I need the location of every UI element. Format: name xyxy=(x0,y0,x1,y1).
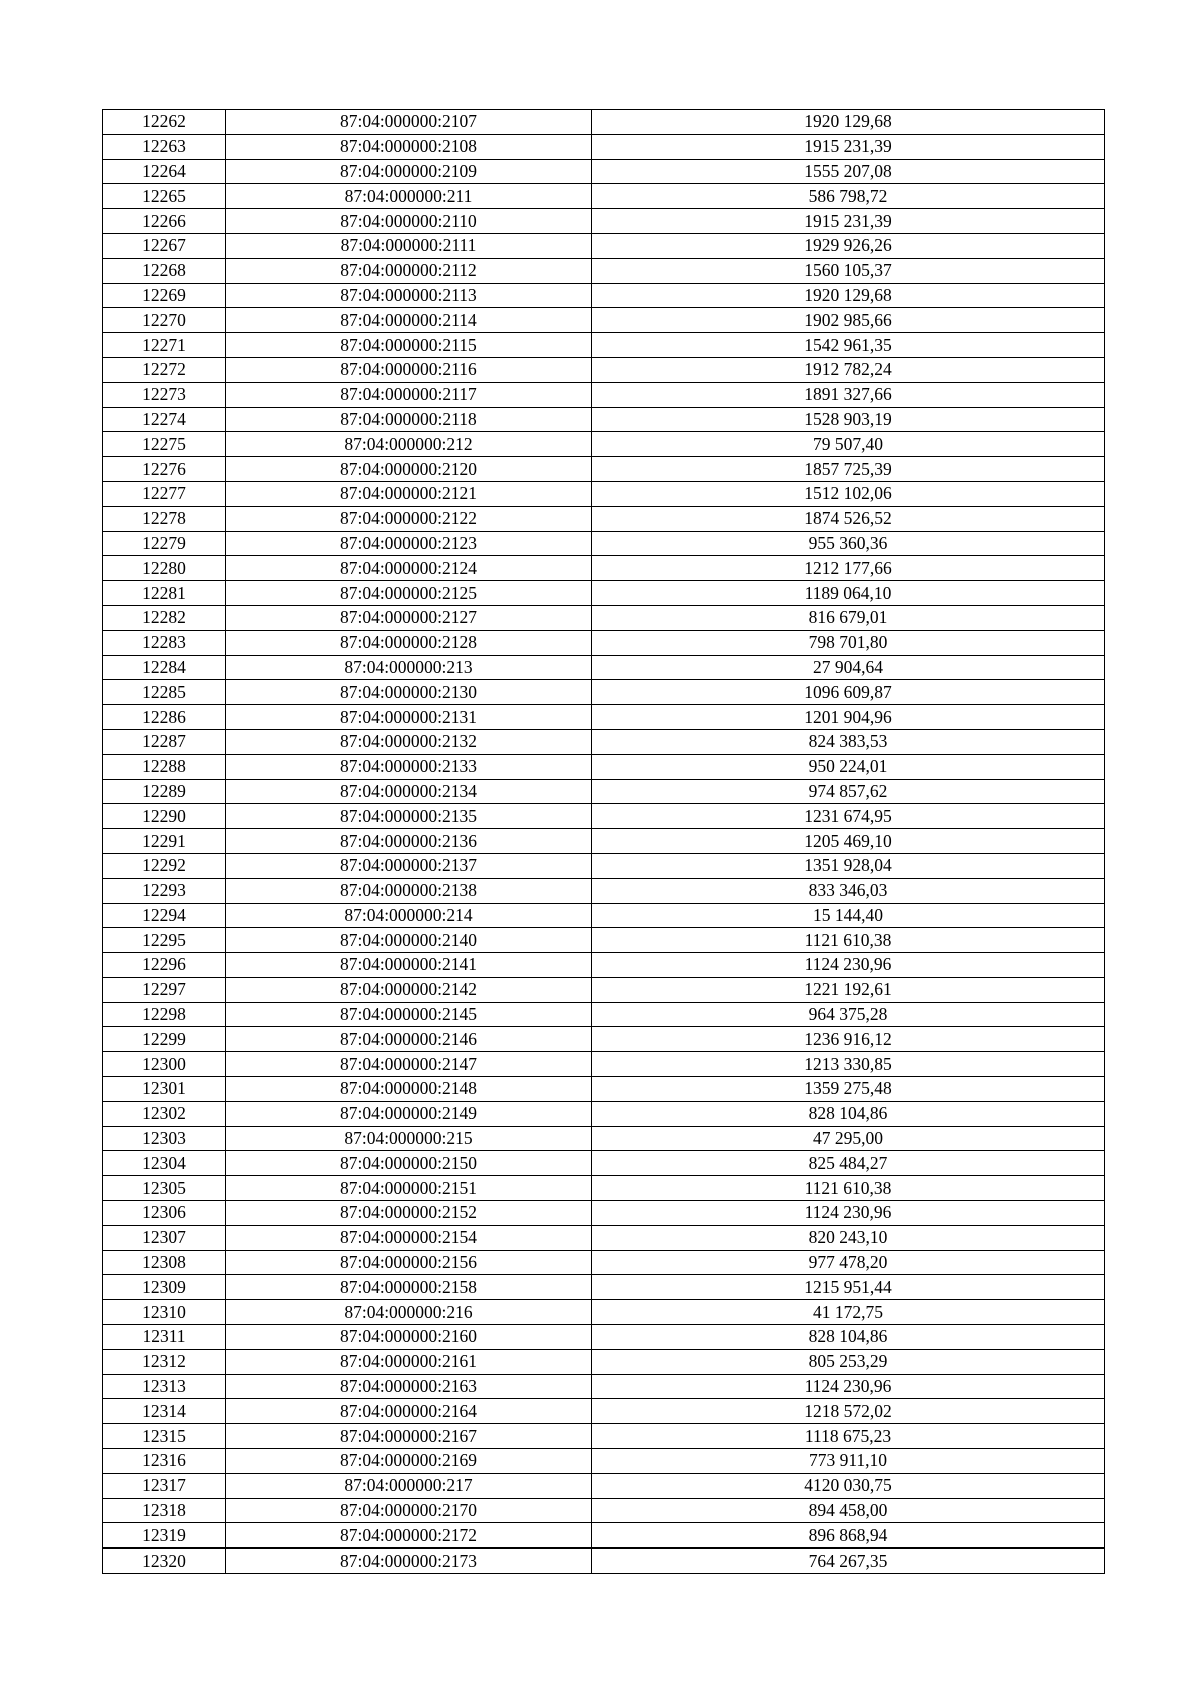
row-number-cell: 12275 xyxy=(103,432,226,457)
table-row xyxy=(103,1126,1105,1151)
cadastral-value-cell: 1915 231,39 xyxy=(592,209,1105,234)
row-number-cell: 12305 xyxy=(103,1176,226,1201)
row-number-cell: 12282 xyxy=(103,605,226,630)
table-row xyxy=(103,308,1105,333)
table-row xyxy=(103,1225,1105,1250)
cadastral-value-table xyxy=(102,109,1105,1574)
cadastral-value-cell: 974 857,62 xyxy=(592,779,1105,804)
row-number-cell: 12268 xyxy=(103,258,226,283)
table-row xyxy=(103,1250,1105,1275)
cadastral-number-cell: 87:04:000000:2145 xyxy=(226,1002,592,1027)
table-row xyxy=(103,556,1105,581)
table-row xyxy=(103,1151,1105,1176)
cadastral-number-cell: 87:04:000000:2152 xyxy=(226,1201,592,1226)
table-row xyxy=(103,357,1105,382)
cadastral-number-cell: 87:04:000000:2163 xyxy=(226,1374,592,1399)
cadastral-value-cell: 1912 782,24 xyxy=(592,357,1105,382)
row-number-cell: 12263 xyxy=(103,134,226,159)
row-number-cell: 12283 xyxy=(103,630,226,655)
cadastral-value-cell: 1920 129,68 xyxy=(592,110,1105,135)
cadastral-value-cell: 1236 916,12 xyxy=(592,1027,1105,1052)
cadastral-number-cell: 87:04:000000:2150 xyxy=(226,1151,592,1176)
table-row xyxy=(103,1101,1105,1126)
table-row xyxy=(103,134,1105,159)
cadastral-number-cell: 87:04:000000:2124 xyxy=(226,556,592,581)
cadastral-value-cell: 1213 330,85 xyxy=(592,1052,1105,1077)
row-number-cell: 12288 xyxy=(103,754,226,779)
cadastral-value-cell: 1096 609,87 xyxy=(592,680,1105,705)
row-number-cell: 12295 xyxy=(103,928,226,953)
cadastral-number-cell: 87:04:000000:2138 xyxy=(226,878,592,903)
cadastral-value-cell: 894 458,00 xyxy=(592,1498,1105,1523)
row-number-cell: 12262 xyxy=(103,110,226,135)
cadastral-number-cell: 87:04:000000:2136 xyxy=(226,829,592,854)
row-number-cell: 12308 xyxy=(103,1250,226,1275)
cadastral-number-cell: 87:04:000000:2120 xyxy=(226,457,592,482)
cadastral-value-cell: 1231 674,95 xyxy=(592,804,1105,829)
cadastral-number-cell: 87:04:000000:2122 xyxy=(226,506,592,531)
row-number-cell: 12269 xyxy=(103,283,226,308)
row-number-cell: 12271 xyxy=(103,333,226,358)
cadastral-number-cell: 87:04:000000:2116 xyxy=(226,357,592,382)
table-row xyxy=(103,382,1105,407)
cadastral-value-cell: 1857 725,39 xyxy=(592,457,1105,482)
cadastral-value-cell: 1920 129,68 xyxy=(592,283,1105,308)
cadastral-number-cell: 87:04:000000:2161 xyxy=(226,1349,592,1374)
table-row xyxy=(103,283,1105,308)
cadastral-number-cell: 87:04:000000:2149 xyxy=(226,1101,592,1126)
row-number-cell: 12310 xyxy=(103,1300,226,1325)
row-number-cell: 12272 xyxy=(103,357,226,382)
cadastral-number-cell: 87:04:000000:2142 xyxy=(226,977,592,1002)
row-number-cell: 12274 xyxy=(103,407,226,432)
cadastral-value-cell: 1351 928,04 xyxy=(592,853,1105,878)
cadastral-value-cell: 1929 926,26 xyxy=(592,233,1105,258)
row-number-cell: 12265 xyxy=(103,184,226,209)
table-row xyxy=(103,407,1105,432)
cadastral-value-cell: 824 383,53 xyxy=(592,729,1105,754)
cadastral-number-cell: 87:04:000000:2132 xyxy=(226,729,592,754)
cadastral-number-cell: 87:04:000000:212 xyxy=(226,432,592,457)
cadastral-number-cell: 87:04:000000:2113 xyxy=(226,283,592,308)
cadastral-number-cell: 87:04:000000:2140 xyxy=(226,928,592,953)
table-row xyxy=(103,209,1105,234)
cadastral-number-cell: 87:04:000000:2110 xyxy=(226,209,592,234)
row-number-cell: 12299 xyxy=(103,1027,226,1052)
cadastral-number-cell: 87:04:000000:2115 xyxy=(226,333,592,358)
cadastral-value-cell: 828 104,86 xyxy=(592,1325,1105,1350)
table-row xyxy=(103,1473,1105,1498)
table-row xyxy=(103,159,1105,184)
table-row xyxy=(103,1498,1105,1523)
table-row xyxy=(103,1052,1105,1077)
cadastral-value-cell: 1560 105,37 xyxy=(592,258,1105,283)
table-row xyxy=(103,1325,1105,1350)
row-number-cell: 12280 xyxy=(103,556,226,581)
table-row xyxy=(103,1548,1105,1573)
cadastral-value-cell: 950 224,01 xyxy=(592,754,1105,779)
table-row xyxy=(103,233,1105,258)
row-number-cell: 12277 xyxy=(103,481,226,506)
row-number-cell: 12264 xyxy=(103,159,226,184)
cadastral-number-cell: 87:04:000000:2123 xyxy=(226,531,592,556)
cadastral-number-cell: 87:04:000000:2125 xyxy=(226,581,592,606)
cadastral-value-cell: 773 911,10 xyxy=(592,1449,1105,1474)
cadastral-value-cell: 47 295,00 xyxy=(592,1126,1105,1151)
cadastral-number-cell: 87:04:000000:2131 xyxy=(226,705,592,730)
cadastral-number-cell: 87:04:000000:2121 xyxy=(226,481,592,506)
table-row xyxy=(103,110,1105,135)
cadastral-value-cell: 41 172,75 xyxy=(592,1300,1105,1325)
cadastral-number-cell: 87:04:000000:2127 xyxy=(226,605,592,630)
cadastral-value-cell: 1555 207,08 xyxy=(592,159,1105,184)
cadastral-number-cell: 87:04:000000:2147 xyxy=(226,1052,592,1077)
cadastral-number-cell: 87:04:000000:2154 xyxy=(226,1225,592,1250)
table-body xyxy=(103,110,1105,1574)
cadastral-value-cell: 1528 903,19 xyxy=(592,407,1105,432)
cadastral-value-cell: 764 267,35 xyxy=(592,1548,1105,1573)
row-number-cell: 12298 xyxy=(103,1002,226,1027)
table-row xyxy=(103,680,1105,705)
table-row xyxy=(103,1002,1105,1027)
row-number-cell: 12306 xyxy=(103,1201,226,1226)
table-row xyxy=(103,729,1105,754)
cadastral-number-cell: 87:04:000000:2160 xyxy=(226,1325,592,1350)
row-number-cell: 12291 xyxy=(103,829,226,854)
cadastral-value-cell: 1218 572,02 xyxy=(592,1399,1105,1424)
cadastral-number-cell: 87:04:000000:2133 xyxy=(226,754,592,779)
table-row xyxy=(103,754,1105,779)
cadastral-value-cell: 977 478,20 xyxy=(592,1250,1105,1275)
table-row xyxy=(103,506,1105,531)
table-row xyxy=(103,1374,1105,1399)
cadastral-number-cell: 87:04:000000:2134 xyxy=(226,779,592,804)
cadastral-value-cell: 1542 961,35 xyxy=(592,333,1105,358)
cadastral-number-cell: 87:04:000000:2146 xyxy=(226,1027,592,1052)
cadastral-value-cell: 1118 675,23 xyxy=(592,1424,1105,1449)
cadastral-number-cell: 87:04:000000:213 xyxy=(226,655,592,680)
cadastral-value-cell: 1201 904,96 xyxy=(592,705,1105,730)
row-number-cell: 12285 xyxy=(103,680,226,705)
row-number-cell: 12302 xyxy=(103,1101,226,1126)
cadastral-value-cell: 1212 177,66 xyxy=(592,556,1105,581)
row-number-cell: 12307 xyxy=(103,1225,226,1250)
cadastral-number-cell: 87:04:000000:2112 xyxy=(226,258,592,283)
table-row xyxy=(103,977,1105,1002)
cadastral-value-cell: 1915 231,39 xyxy=(592,134,1105,159)
cadastral-number-cell: 87:04:000000:2148 xyxy=(226,1077,592,1102)
cadastral-value-cell: 1512 102,06 xyxy=(592,481,1105,506)
row-number-cell: 12267 xyxy=(103,233,226,258)
cadastral-value-cell: 1359 275,48 xyxy=(592,1077,1105,1102)
cadastral-value-cell: 586 798,72 xyxy=(592,184,1105,209)
cadastral-number-cell: 87:04:000000:2107 xyxy=(226,110,592,135)
row-number-cell: 12266 xyxy=(103,209,226,234)
cadastral-value-cell: 79 507,40 xyxy=(592,432,1105,457)
cadastral-number-cell: 87:04:000000:2117 xyxy=(226,382,592,407)
cadastral-number-cell: 87:04:000000:2164 xyxy=(226,1399,592,1424)
table-row xyxy=(103,705,1105,730)
cadastral-value-cell: 1205 469,10 xyxy=(592,829,1105,854)
row-number-cell: 12287 xyxy=(103,729,226,754)
table-row xyxy=(103,432,1105,457)
cadastral-number-cell: 87:04:000000:2167 xyxy=(226,1424,592,1449)
cadastral-number-cell: 87:04:000000:215 xyxy=(226,1126,592,1151)
cadastral-number-cell: 87:04:000000:2109 xyxy=(226,159,592,184)
cadastral-value-cell: 1124 230,96 xyxy=(592,1201,1105,1226)
cadastral-number-cell: 87:04:000000:216 xyxy=(226,1300,592,1325)
table-row xyxy=(103,853,1105,878)
cadastral-number-cell: 87:04:000000:2156 xyxy=(226,1250,592,1275)
cadastral-number-cell: 87:04:000000:2173 xyxy=(226,1548,592,1573)
row-number-cell: 12320 xyxy=(103,1548,226,1573)
table-row xyxy=(103,1201,1105,1226)
table-row xyxy=(103,804,1105,829)
row-number-cell: 12304 xyxy=(103,1151,226,1176)
cadastral-value-cell: 1874 526,52 xyxy=(592,506,1105,531)
table-row xyxy=(103,878,1105,903)
row-number-cell: 12284 xyxy=(103,655,226,680)
cadastral-number-cell: 87:04:000000:2114 xyxy=(226,308,592,333)
table-row xyxy=(103,829,1105,854)
row-number-cell: 12292 xyxy=(103,853,226,878)
cadastral-number-cell: 87:04:000000:2137 xyxy=(226,853,592,878)
cadastral-value-cell: 833 346,03 xyxy=(592,878,1105,903)
row-number-cell: 12293 xyxy=(103,878,226,903)
table-row xyxy=(103,605,1105,630)
table-row xyxy=(103,1300,1105,1325)
cadastral-value-cell: 896 868,94 xyxy=(592,1523,1105,1548)
cadastral-number-cell: 87:04:000000:2111 xyxy=(226,233,592,258)
row-number-cell: 12270 xyxy=(103,308,226,333)
cadastral-value-cell: 964 375,28 xyxy=(592,1002,1105,1027)
cadastral-value-cell: 798 701,80 xyxy=(592,630,1105,655)
row-number-cell: 12279 xyxy=(103,531,226,556)
row-number-cell: 12315 xyxy=(103,1424,226,1449)
cadastral-number-cell: 87:04:000000:2169 xyxy=(226,1449,592,1474)
row-number-cell: 12316 xyxy=(103,1449,226,1474)
table-row xyxy=(103,258,1105,283)
cadastral-value-cell: 828 104,86 xyxy=(592,1101,1105,1126)
cadastral-value-cell: 4120 030,75 xyxy=(592,1473,1105,1498)
row-number-cell: 12289 xyxy=(103,779,226,804)
table-row xyxy=(103,1176,1105,1201)
cadastral-value-cell: 1189 064,10 xyxy=(592,581,1105,606)
cadastral-value-cell: 1215 951,44 xyxy=(592,1275,1105,1300)
table-row xyxy=(103,630,1105,655)
cadastral-number-cell: 87:04:000000:2172 xyxy=(226,1523,592,1548)
cadastral-value-cell: 1124 230,96 xyxy=(592,1374,1105,1399)
cadastral-value-cell: 805 253,29 xyxy=(592,1349,1105,1374)
row-number-cell: 12278 xyxy=(103,506,226,531)
row-number-cell: 12273 xyxy=(103,382,226,407)
table-row xyxy=(103,779,1105,804)
cadastral-number-cell: 87:04:000000:2128 xyxy=(226,630,592,655)
cadastral-number-cell: 87:04:000000:2158 xyxy=(226,1275,592,1300)
cadastral-number-cell: 87:04:000000:2170 xyxy=(226,1498,592,1523)
table-row xyxy=(103,1275,1105,1300)
cadastral-value-cell: 825 484,27 xyxy=(592,1151,1105,1176)
cadastral-value-cell: 955 360,36 xyxy=(592,531,1105,556)
table-row xyxy=(103,1349,1105,1374)
table-row xyxy=(103,581,1105,606)
row-number-cell: 12301 xyxy=(103,1077,226,1102)
cadastral-value-cell: 1891 327,66 xyxy=(592,382,1105,407)
cadastral-value-cell: 1902 985,66 xyxy=(592,308,1105,333)
row-number-cell: 12317 xyxy=(103,1473,226,1498)
cadastral-number-cell: 87:04:000000:2135 xyxy=(226,804,592,829)
cadastral-value-cell: 1221 192,61 xyxy=(592,977,1105,1002)
table-row xyxy=(103,333,1105,358)
table-row xyxy=(103,1027,1105,1052)
row-number-cell: 12294 xyxy=(103,903,226,928)
row-number-cell: 12276 xyxy=(103,457,226,482)
table-row xyxy=(103,928,1105,953)
row-number-cell: 12312 xyxy=(103,1349,226,1374)
table-row xyxy=(103,1449,1105,1474)
cadastral-value-cell: 1121 610,38 xyxy=(592,1176,1105,1201)
row-number-cell: 12290 xyxy=(103,804,226,829)
cadastral-number-cell: 87:04:000000:2130 xyxy=(226,680,592,705)
row-number-cell: 12311 xyxy=(103,1325,226,1350)
table-row xyxy=(103,903,1105,928)
cadastral-number-cell: 87:04:000000:211 xyxy=(226,184,592,209)
cadastral-number-cell: 87:04:000000:2108 xyxy=(226,134,592,159)
cadastral-number-cell: 87:04:000000:2141 xyxy=(226,953,592,978)
row-number-cell: 12296 xyxy=(103,953,226,978)
table-row xyxy=(103,184,1105,209)
cadastral-number-cell: 87:04:000000:2151 xyxy=(226,1176,592,1201)
table-row xyxy=(103,457,1105,482)
table-row xyxy=(103,655,1105,680)
row-number-cell: 12297 xyxy=(103,977,226,1002)
cadastral-value-cell: 27 904,64 xyxy=(592,655,1105,680)
cadastral-number-cell: 87:04:000000:2118 xyxy=(226,407,592,432)
cadastral-number-cell: 87:04:000000:214 xyxy=(226,903,592,928)
table-row xyxy=(103,531,1105,556)
cadastral-value-cell: 816 679,01 xyxy=(592,605,1105,630)
table-row xyxy=(103,1077,1105,1102)
cadastral-value-cell: 1121 610,38 xyxy=(592,928,1105,953)
cadastral-value-cell: 15 144,40 xyxy=(592,903,1105,928)
table-row xyxy=(103,1424,1105,1449)
row-number-cell: 12314 xyxy=(103,1399,226,1424)
cadastral-value-cell: 1124 230,96 xyxy=(592,953,1105,978)
table-row xyxy=(103,481,1105,506)
row-number-cell: 12318 xyxy=(103,1498,226,1523)
row-number-cell: 12286 xyxy=(103,705,226,730)
row-number-cell: 12303 xyxy=(103,1126,226,1151)
row-number-cell: 12319 xyxy=(103,1523,226,1548)
row-number-cell: 12313 xyxy=(103,1374,226,1399)
row-number-cell: 12300 xyxy=(103,1052,226,1077)
cadastral-number-cell: 87:04:000000:217 xyxy=(226,1473,592,1498)
cadastral-value-cell: 820 243,10 xyxy=(592,1225,1105,1250)
table-row xyxy=(103,1523,1105,1548)
table-row xyxy=(103,953,1105,978)
row-number-cell: 12309 xyxy=(103,1275,226,1300)
row-number-cell: 12281 xyxy=(103,581,226,606)
table-row xyxy=(103,1399,1105,1424)
